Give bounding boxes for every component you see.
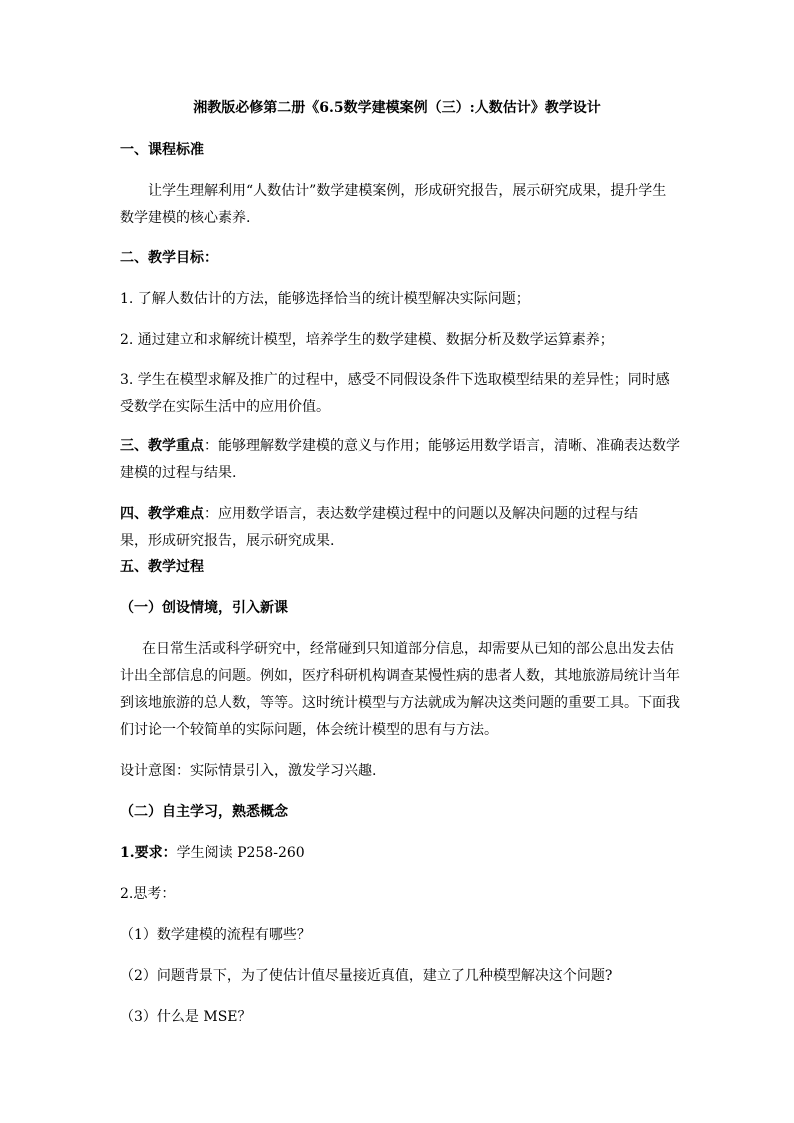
- objective-item-1: 1. 了解人数估计的方法，能够选择恰当的统计模型解决实际问题；: [120, 291, 530, 307]
- intro-paragraph-line-3: 到该地旅游的总人数，等等。这时统计模型与方法就成为解决这类问题的重要工具。下面我: [120, 695, 680, 711]
- objective-item-3-line-2: 受数学在实际生活中的应用价值。: [120, 399, 330, 415]
- objective-item-2: 2. 通过建立和求解统计模型，培养学生的数学建模、数据分析及数学运算素养；: [120, 332, 614, 348]
- requirement-line: [120, 844, 305, 862]
- section-1-heading: 一、课程标准: [120, 142, 204, 158]
- think-label: 2.思考：: [120, 886, 176, 902]
- requirement-label: 1.要求：: [120, 845, 177, 861]
- section-3-label: 三、教学重点: [120, 438, 204, 454]
- section-3-line-2: 建模的过程与结果.: [120, 465, 237, 481]
- section-1-paragraph-line-2: 数学建模的核心素养.: [120, 210, 251, 226]
- section-4-label: 四、教学难点: [120, 506, 204, 522]
- requirement-text: 学生阅读 P258-260: [176, 845, 305, 861]
- intro-paragraph-line-1: 在日常生活或科学研究中，经常碰到只知道部分信息，却需要从已知的部公息出发去估: [142, 641, 674, 657]
- question-3: （3）什么是 MSE？: [120, 1009, 252, 1025]
- section-3-line-1: [120, 437, 680, 455]
- question-1: （1）数学建模的流程有哪些？: [120, 927, 311, 943]
- section-5-heading: 五、教学过程: [120, 559, 204, 575]
- section-2-heading: 二、教学目标：: [120, 250, 218, 266]
- objective-item-3-line-1: 3. 学生在模型求解及推广的过程中，感受不同假设条件下选取模型结果的差异性；同时感: [120, 372, 670, 388]
- subsection-2-heading: （二）自主学习，熟悉概念: [120, 804, 288, 820]
- intro-paragraph-line-4: 们讨论一个较简单的实际问题，体会统计模型的思有与方法。: [120, 722, 498, 738]
- section-1-paragraph-line-1: 让学生理解利用“人数估计”数学建模案例，形成研究报告，展示研究成果，提升学生: [148, 183, 667, 199]
- design-intent: 设计意图：实际情景引入，激发学习兴趣.: [120, 763, 377, 779]
- subsection-1-heading: （一）创设情境，引入新课: [120, 600, 288, 616]
- section-4-line-2: 果，形成研究报告，展示研究成果.: [120, 533, 335, 549]
- question-2: （2）问题背景下，为了使估计值尽量接近真值，建立了几种模型解决这个问题?: [120, 968, 613, 984]
- document-title: 湘教版必修第二册《6.5数学建模案例（三）:人数估计》教学设计: [193, 100, 601, 116]
- section-3-text: ：能够理解数学建模的意义与作用；能够运用数学语言，清晰、准确表达数学: [204, 438, 680, 454]
- section-4-text: ：应用数学语言，表达数学建模过程中的问题以及解决问题的过程与结: [204, 506, 638, 522]
- intro-paragraph-line-2: 计出全部信息的问题。例如，医疗科研机构调查某慢性病的患者人数，其地旅游局统计当年: [120, 668, 680, 684]
- section-4-line-1: [120, 505, 638, 523]
